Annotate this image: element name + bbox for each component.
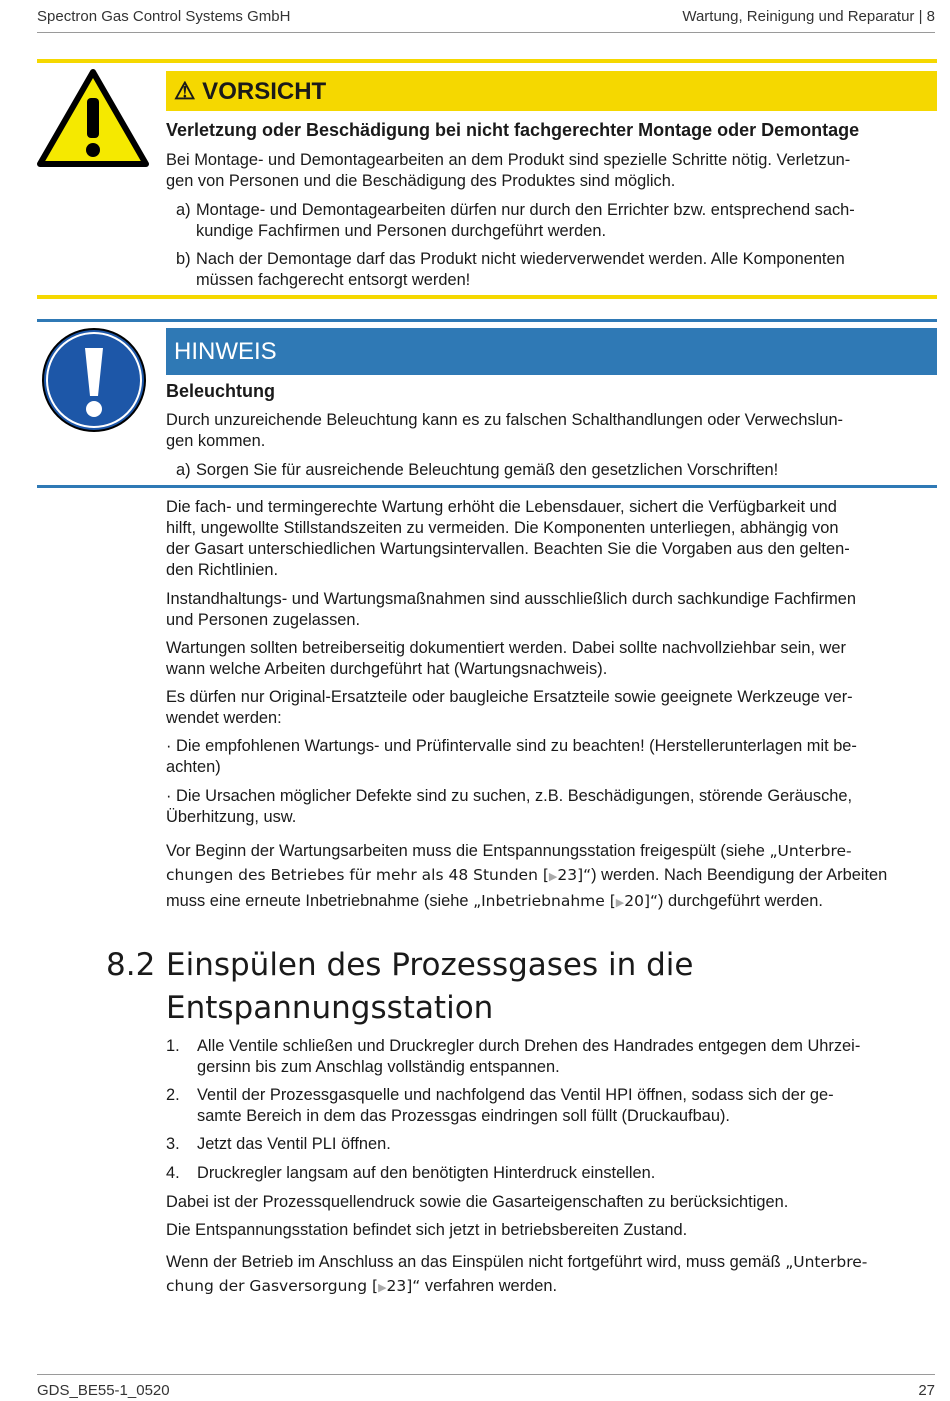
xref-link[interactable]: „Unterbre- — [769, 842, 852, 860]
notice-text-1: Durch unzureichende Beleuchtung kann es zu falschen Schalthandlungen oder Verwechslun- — [166, 411, 844, 429]
caution-text-1: Bei Montage- und Demontagearbeiten an dem Produkt sind spezielle Schritte nötig. Verletzun- — [166, 151, 851, 169]
paragraph-spare-parts: Es dürfen nur Original-Ersatzteile oder baugleiche Ersatzteile sowie geeignete Werkzeuge ver- wendet werden: — [166, 688, 853, 727]
notice-bottom-bar — [37, 485, 937, 488]
bullet-intervals: · Die empfohlenen Wartungs- und Prüfintervalle sind zu beachten! (Herstellerunterlagen mit be- achten) — [166, 737, 857, 776]
caution-title: Verletzung oder Beschädigung bei nicht fachgerechter Montage oder Demontage — [166, 120, 860, 140]
caret-right-icon: ▶ — [548, 871, 558, 883]
notice-title: Beleuchtung — [166, 381, 276, 401]
header-divider — [37, 32, 935, 33]
notice-item-a — [176, 460, 930, 481]
bullet-defects: · Die Ursachen möglicher Defekte sind zu suchen, z.B. Beschädigungen, störende Geräusche, Überhitzung, usw. — [166, 787, 853, 826]
xref-link[interactable]: „Unterbre- — [785, 1253, 868, 1271]
item-label: b) — [176, 250, 191, 268]
step-4: 4. Druckregler langsam auf den benötigten Hinterdruck einstellen. — [166, 1164, 656, 1182]
notice-top-bar — [37, 319, 937, 322]
caret-right-icon: ▶ — [615, 897, 625, 909]
caution-banner: ⚠ VORSICHT — [166, 71, 937, 111]
paragraph-documentation: Wartungen sollten betreiberseitig dokumentiert werden. Dabei sollte nachvollziehbar sein, wer wann welche Arbeiten durchgeführt hat (Wartungsnachweis). — [166, 639, 846, 678]
xref-link[interactable]: chung der Gasversorgung [ — [166, 1277, 379, 1295]
footer-doc-id: GDS_BE55-1_0520 — [37, 1382, 170, 1399]
section-title-line2: Entspannungsstation — [166, 990, 494, 1026]
caution-bottom-bar — [37, 295, 937, 299]
paragraph-authorized: Instandhaltungs- und Wartungsmaßnahmen sind ausschließlich durch sachkundige Fachfirmen und Personen zugelassen. — [166, 590, 856, 629]
caution-item-b — [176, 249, 930, 291]
notice-text-2: gen kommen. — [166, 432, 266, 450]
xref-link[interactable]: „Inbetriebnahme [ — [473, 892, 616, 910]
item-label: a) — [176, 201, 191, 219]
xref-link[interactable]: chungen des Betriebes für mehr als 48 Stunden [ — [166, 866, 549, 884]
item-line: Montage- und Demontagearbeiten dürfen nur durch den Errichter bzw. entsprechend sach- — [196, 201, 855, 219]
footer-page-number: 27 — [918, 1382, 935, 1399]
footer-divider — [37, 1374, 935, 1375]
paragraph-before-maintenance: Vor Beginn der Wartungsarbeiten muss die Entspannungsstation freigespült (siehe „Unterbre- chungen des Betriebes für mehr als 48 Stunden [▶23]“) werden. Nach Beendigung der Arbeiten muss eine erneute Inbetriebnahme (siehe „Inbetriebnahme [▶20]“) durchgeführt werden. — [166, 842, 888, 910]
warning-triangle-icon — [36, 68, 150, 168]
step-3: 3. Jetzt das Ventil PLI öffnen. — [166, 1135, 391, 1153]
paragraph-not-continued: Wenn der Betrieb im Anschluss an das Einspülen nicht fortgeführt wird, muss gemäß „Unterbre- chung der Gasversorgung [▶23]“ verfahren werden. — [166, 1253, 868, 1295]
caution-top-bar — [37, 59, 937, 63]
item-line: kundige Fachfirmen und Personen durchgeführt werden. — [196, 222, 607, 240]
notice-banner: HINWEIS — [166, 328, 937, 375]
step-1: 1. Alle Ventile schließen und Druckregler durch Drehen des Handrades entgegen dem Uhrzei- gersinn bis zum Anschlag vollständig entspannen. — [166, 1037, 861, 1076]
item-label: a) — [176, 461, 191, 479]
paragraph-consider: Dabei ist der Prozessquellendruck sowie die Gasarteigenschaften zu berücksichtigen. — [166, 1193, 789, 1211]
item-line: Nach der Demontage darf das Produkt nicht wiederverwendet werden. Alle Komponenten — [196, 250, 845, 268]
caret-right-icon: ▶ — [378, 1282, 387, 1294]
section-number: 8.2 — [106, 947, 156, 983]
caution-text-2: gen von Personen und die Beschädigung des Produktes sind möglich. — [166, 172, 676, 190]
paragraph-maintenance: Die fach- und termingerechte Wartung erhöht die Lebensdauer, sichert die Verfügbarkeit und hilft, ungewollte Stillstandszeiten zu vermeiden. Die Komponenten unterliegen, abhängig von der Gasart unterschiedlichen Wartungsintervallen. Beachten Sie die Vorgaben aus den gelten- den Richtlinien. — [166, 498, 850, 579]
header-chapter: Wartung, Reinigung und Reparatur | 8 — [682, 8, 935, 25]
paragraph-ready: Die Entspannungsstation befindet sich jetzt in betriebsbereiten Zustand. — [166, 1221, 688, 1239]
header-company: Spectron Gas Control Systems GmbH — [37, 8, 291, 25]
section-title-line1: Einspülen des Prozessgases in die — [166, 947, 694, 983]
item-line: Sorgen Sie für ausreichende Beleuchtung gemäß den gesetzlichen Vorschriften! — [196, 461, 779, 479]
mandatory-exclamation-icon — [40, 326, 148, 434]
step-2: 2. Ventil der Prozessgasquelle und nachfolgend das Ventil HPI öffnen, sodass sich der ge- samte Bereich in dem das Prozessgas eindringen soll füllt (Druckaufbau). — [166, 1086, 834, 1125]
caution-item-a — [176, 200, 930, 242]
item-line: müssen fachgerecht entsorgt werden! — [196, 271, 471, 289]
